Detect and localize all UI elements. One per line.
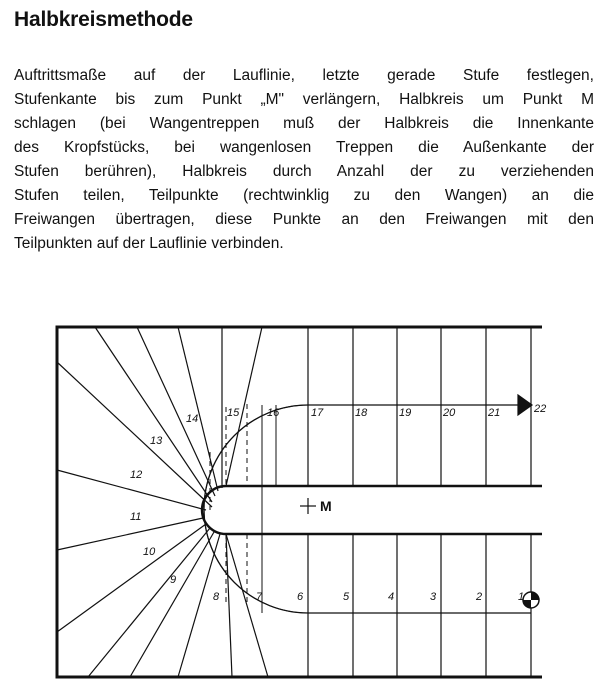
- winder-line: [57, 362, 212, 507]
- step-number: 21: [488, 407, 501, 419]
- step-number: 13: [150, 435, 163, 447]
- description-paragraph: [14, 64, 594, 256]
- step-number: 9: [170, 574, 177, 586]
- paragraph-line: Stufen berühren), Halbkreis durch Anzahl der zu verziehenden: [14, 163, 594, 180]
- inner-wall: [202, 486, 542, 534]
- step-number: 19: [399, 407, 412, 419]
- step-number: 6: [297, 591, 304, 603]
- paragraph-line: des Kropfstücks, bei wangenlosen Treppen die Außenkante der: [14, 139, 594, 156]
- paragraph-line: Freiwangen übertragen, diese Punkte an den Freiwangen mit den: [14, 211, 594, 228]
- construction-halfcircle: [204, 405, 308, 613]
- paragraph-line: Teilpunkten auf der Lauflinie verbinden.: [14, 235, 284, 252]
- step-number: 14: [186, 413, 199, 425]
- step-number: 18: [355, 407, 368, 419]
- paragraph-line: schlagen (bei Wangentreppen muß der Halbkreis die Innenkante: [14, 115, 594, 132]
- step-number: 10: [143, 546, 156, 558]
- step-number: 20: [443, 407, 456, 419]
- winder-line: [178, 327, 218, 491]
- step-number: 15: [227, 407, 240, 419]
- step-number: 11: [130, 511, 142, 523]
- arrow-head: [518, 395, 532, 415]
- step-number: 12: [130, 469, 143, 481]
- paragraph-line: Stufenkante bis zum Punkt „M" verlängern, Halbkreis um Punkt M: [14, 91, 594, 108]
- step-number: 3: [430, 591, 437, 603]
- step-number: 8: [213, 591, 220, 603]
- step-number: 5: [343, 591, 350, 603]
- step-number: 22: [534, 403, 547, 415]
- center-label: M: [320, 498, 332, 514]
- step-number: 7: [256, 591, 263, 603]
- step-number: 2: [476, 591, 483, 603]
- step-number: 16: [267, 407, 280, 419]
- step-number: 1: [518, 591, 525, 603]
- step-number: 4: [388, 591, 395, 603]
- walking-line: [204, 405, 531, 613]
- stair-plan-diagram: [0, 310, 613, 700]
- paragraph-line: Stufen teilen, Teilpunkte (rechtwinklig zu den Wangen) an die: [14, 187, 594, 204]
- winder-line: [57, 524, 206, 632]
- winder-line: [226, 534, 232, 677]
- winder-line: [137, 327, 215, 496]
- paragraph-line: Auftrittsmaße auf der Lauflinie, letzte gerade Stufe festlegen,: [14, 67, 594, 84]
- winder-line: [178, 534, 220, 677]
- page-title: Halbkreismethode: [14, 8, 193, 31]
- step-number: 17: [311, 407, 324, 419]
